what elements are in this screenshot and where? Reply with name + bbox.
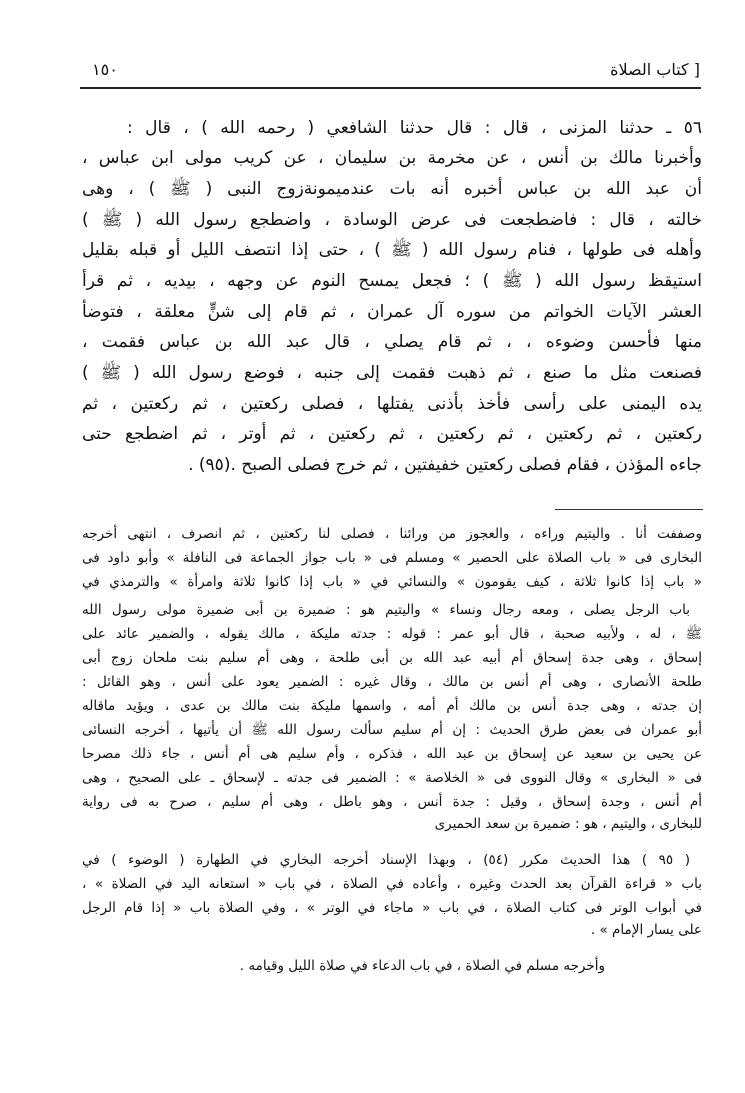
commentary-line: فى « البخارى » وقال النووى فى « الخلاصة » : الضمير فى جدته ـ لإسحاق ـ على الصحيح ، وهى bbox=[82, 770, 702, 786]
footnote-separator bbox=[555, 509, 703, 510]
commentary-line: وصففت أنا . واليتيم وراءه ، والعجوز من ورائنا ، فصلى لنا ركعتين ، ثم انصرف ، انتهى أخرجه bbox=[82, 526, 702, 542]
text-line: ركعتين ، ثم ركعتين ، ثم ركعتين ، ثم ركعتين ، ثم أوتر ، ثم اضطجع حتى bbox=[82, 424, 702, 444]
commentary-line: إسحاق ، وهى جدة إسحاق أم أبيه عبد الله بن أبى طلحة ، وهى أم سليم بنت ملحان زوج أبى bbox=[82, 650, 702, 666]
header-rule bbox=[80, 87, 701, 89]
page-number: ١٥٠ bbox=[92, 60, 118, 79]
commentary-line: ﷺ ، له ، ولأبيه صحبة ، قال أبو عمر : قوله : جدته مليكة ، مالك يقوله ، والضمير عائد على bbox=[82, 626, 702, 642]
text-line: وأخبرنا مالك بن أنس ، عن مخرمة بن سليمان ، عن كريب مولى ابن عباس ، bbox=[82, 148, 702, 168]
commentary-line: عن يحيى بن سعيد عن إسحاق بن عبد الله ، فذكره ، وأم سليم هى أم أنس ، جاء ذلك مصرحا bbox=[82, 746, 702, 762]
text-line: استيقظ رسول الله ( ﷺ ) ؛ فجعل يمسح النوم عن وجهه ، بيديه ، ثم قرأ bbox=[82, 271, 702, 291]
commentary-line: أبو عمران فى بعض طرق الحديث : إن أم سليم سألت رسول الله ﷺ أن يأتيها ، أخرجه النسائى bbox=[82, 722, 702, 738]
text-line: وأهله فى طولها ، فنام رسول الله ( ﷺ ) ، حتى إذا انتصف الليل أو قبله بقليل bbox=[82, 240, 702, 260]
text-line: منها فأحسن وضوءه ، ، ثم قام يصلي ، قال عبد الله بن عباس فقمت ، bbox=[82, 332, 702, 352]
commentary-line: طلحة الأنصارى ، وهى أم أنس بن مالك ، وقال غيره : الضمير يعود على أنس ، وهو القائل : bbox=[82, 674, 702, 690]
footnote-line: في أبواب الوتر فى كتاب الصلاة ، في باب « ماجاء في الوتر » ، وفي الصلاة باب « إذا قام الرجل bbox=[82, 900, 702, 916]
text-line: ٥٦ ـ حدثنا المزنى ، قال : قال حدثنا الشافعي ( رحمه الله ) ، قال : bbox=[127, 118, 702, 138]
commentary-line: البخارى فى « باب الصلاة على الحصير » ومسلم فى « باب جواز الجماعة فى النافلة » وأبو داود فى bbox=[82, 550, 702, 566]
footnote-line: باب « قراءة القرآن بعد الحدث وغيره ، وأعاده في الصلاة ، في باب « استعانه اليد في الصلاة » ، bbox=[82, 876, 702, 892]
footnote-line: وأخرجه مسلم في الصلاة ، في باب الدعاء في صلاة الليل وقيامه . bbox=[239, 958, 605, 974]
text-line: يده اليمنى على رأسى فأخذ بأذنى يفتلها ، فصلى ركعتين ، ثم ركعتين ، ثم bbox=[82, 394, 702, 414]
text-line: أن عبد الله بن عباس أخبره أنه بات عندميمونةزوج النبى ( ﷺ ) ، وهى bbox=[82, 179, 702, 199]
text-line: فصنعت مثل ما صنع ، ثم ذهبت فقمت إلى جنبه ، فوضع رسول الله ( ﷺ ) bbox=[82, 363, 702, 383]
commentary-line: للبخارى ، واليتيم ، هو : ضميرة بن سعد الحميرى bbox=[434, 816, 702, 832]
footnote-line: على يسار الإمام » . bbox=[590, 922, 702, 938]
text-line: جاءه المؤذن ، فقام فصلى ركعتين خفيفتين ، ثم خرج فصلى الصبح .(٩٥) . bbox=[188, 455, 702, 475]
commentary-line: أم أنس ، وجدة إسحاق ، وقيل : جدة أنس ، وهو باطل ، وهى أم سليم ، صرح به فى رواية bbox=[82, 794, 702, 810]
footnote-line: ( ٩٥ ) هذا الحديث مكرر (٥٤) ، وبهذا الإسناد أخرجه البخاري في الطهارة ( الوضوء ) في bbox=[82, 852, 690, 868]
text-line: خالته ، قال : فاضطجعت فى عرض الوسادة ، واضطجع رسول الله ( ﷺ ) bbox=[82, 210, 702, 230]
chapter-title: [ كتاب الصلاة bbox=[610, 60, 700, 79]
text-line: العشر الآيات الخواتم من سوره آل عمران ، ثم قام إلى شنٍّ معلقة ، فتوضأ bbox=[82, 302, 702, 322]
commentary-line: باب الرجل يصلى ، ومعه رجال ونساء » واليتيم هو : ضميرة بن أبى ضميرة مولى رسول الله bbox=[82, 602, 690, 618]
commentary-line: إن جدته ، وهى جدة أنس بن مالك أم أمه ، واسمها مليكة بنت مالك بن عدى ، ويؤيد ماقاله bbox=[82, 698, 702, 714]
commentary-line: « باب إذا كانوا ثلاثة ، كيف يقومون » والنسائي في « باب إذا كانوا ثلاثة وامرأة » والترمذي في bbox=[82, 574, 702, 590]
